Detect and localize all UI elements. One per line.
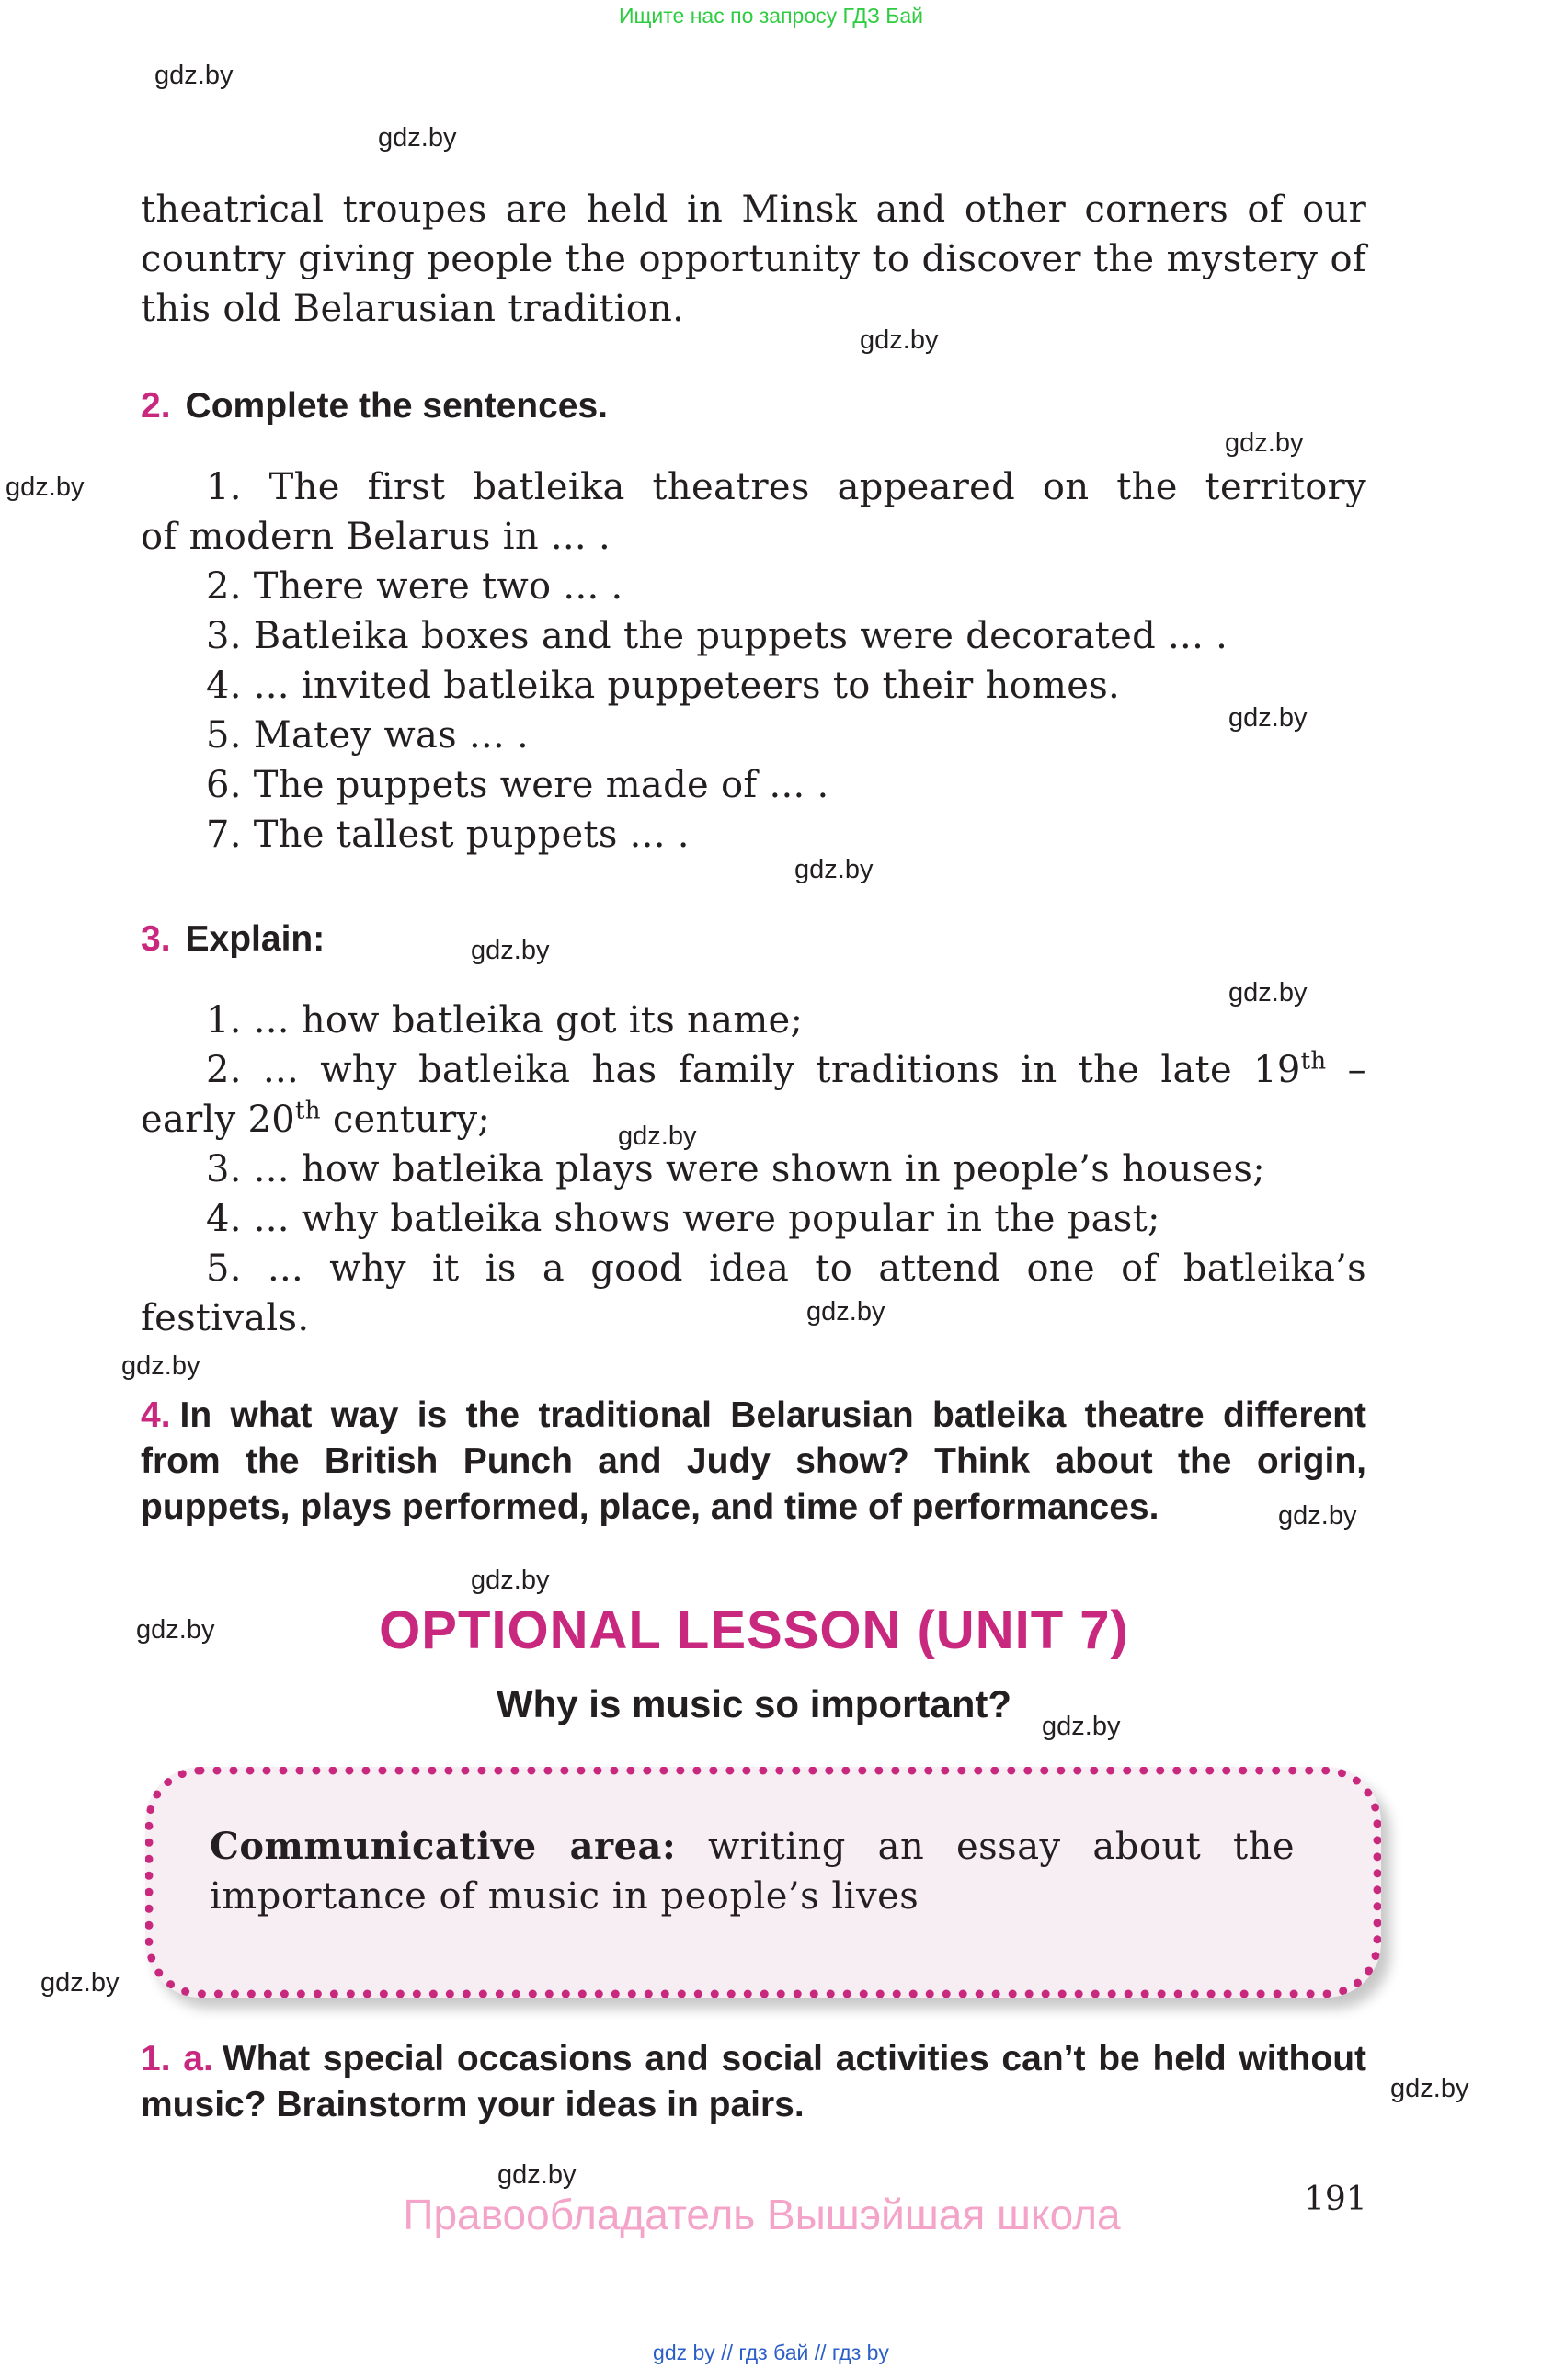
watermark: gdz.by [121, 1351, 200, 1381]
task1a-text [141, 2036, 1366, 2128]
watermark: gdz.by [618, 1122, 697, 1151]
task2-item-1-line1: 1. The first batleika theatres appeared on the territory [206, 466, 1366, 508]
watermark: gdz.by [1390, 2074, 1469, 2103]
task-number: 1. a. [141, 2039, 213, 2078]
lesson-subtitle: Why is music so important? [496, 1682, 1012, 1725]
watermark: gdz.by [806, 1297, 885, 1327]
watermark: gdz.by [497, 2160, 577, 2190]
task2-item: 2. There were two ... . [206, 565, 623, 608]
task3-item-2-line2 [141, 1099, 490, 1141]
watermark: gdz.by [471, 1566, 550, 1595]
task2-heading [141, 386, 608, 427]
task3-item-2-text-a: 2. ... why batleika has family traditions in the late 19 [206, 1049, 1301, 1091]
superscript: th [1300, 1047, 1327, 1076]
watermark: gdz.by [1228, 703, 1308, 733]
watermark: gdz.by [378, 123, 457, 153]
copyright-holder: Правообладатель Вышэйшая школа [403, 2191, 1121, 2238]
task3-item-2-text-d: century; [320, 1099, 491, 1141]
intro-paragraph [141, 185, 1366, 334]
watermark: gdz.by [471, 936, 550, 965]
watermark: gdz.by [860, 325, 939, 355]
watermark: gdz.by [794, 855, 874, 884]
task2-item: 5. Matey was ... . [206, 714, 530, 757]
task2-item-1-line2: of modern Belarus in ... . [141, 516, 611, 558]
task3-item-2-line1 [141, 1049, 1366, 1091]
task3-item-5-line1: 5. ... why it is a good idea to attend one of batleika’s [206, 1247, 1366, 1290]
watermark: gdz.by [40, 1968, 120, 1998]
task-title: Complete the sentences. [185, 386, 608, 426]
task-number: 2. [141, 386, 171, 426]
page-number: 191 [1304, 2181, 1367, 2218]
communicative-area-label: Communicative area: [210, 1825, 677, 1868]
task3-item-1: 1. ... how batleika got its name; [206, 999, 804, 1042]
task1a [141, 2036, 1366, 2128]
watermark: gdz.by [1278, 1501, 1357, 1531]
watermark: gdz.by [136, 1615, 215, 1645]
task4-text [141, 1393, 1366, 1531]
task3-item-5-line2: festivals. [141, 1297, 310, 1339]
task2-item: 3. Batleika boxes and the puppets were decorated ... . [206, 615, 1228, 657]
task4 [141, 1393, 1366, 1531]
intro-text: theatrical troupes are held in Minsk and other corners of our country giving people the opportunity to discover the mystery of this old Belarusian tradition. [141, 188, 1366, 330]
watermark: gdz.by [1228, 978, 1308, 1008]
communicative-area-text [210, 1822, 1295, 1921]
task-number: 4. [141, 1395, 171, 1435]
task2-item: 6. The puppets were made of ... . [206, 764, 829, 806]
watermark: gdz.by [1042, 1712, 1121, 1741]
task-number: 3. [141, 919, 171, 959]
task3-item-2-text-c: early 20 [141, 1099, 296, 1141]
task3-item-4: 4. ... why batleika shows were popular in the past; [206, 1198, 1160, 1240]
task2-item: 7. The tallest puppets ... . [206, 814, 690, 856]
watermark: gdz.by [6, 473, 85, 502]
top-banner: Ищите нас по запросу ГДЗ Бай [618, 4, 924, 28]
task3-item-3: 3. ... how batleika plays were shown in people’s houses; [206, 1148, 1265, 1190]
watermark: gdz.by [1225, 428, 1304, 458]
superscript: th [295, 1097, 321, 1125]
task2-item: 4. ... invited batleika puppeteers to their homes. [206, 665, 1121, 707]
communicative-area-description: writing an essay about the importance of music in people’s lives [210, 1826, 1296, 1918]
task3-heading [141, 919, 325, 960]
task4-question: In what way is the traditional Belarusian batleika theatre different from the British Punch and Judy show? Think about the origin, puppets, plays performed, place, and time of performances. [141, 1395, 1366, 1527]
watermark: gdz.by [154, 61, 234, 90]
footer-links[interactable]: gdz by // гдз бай // гдз by [653, 2340, 889, 2364]
task-title: Explain: [185, 919, 326, 959]
lesson-title: OPTIONAL LESSON (UNIT 7) [379, 1600, 1129, 1660]
task3-item-2-text-b: – [1326, 1049, 1366, 1091]
task1a-question: What special occasions and social activities can’t be held without music? Brainstorm your ideas in pairs. [141, 2039, 1366, 2124]
